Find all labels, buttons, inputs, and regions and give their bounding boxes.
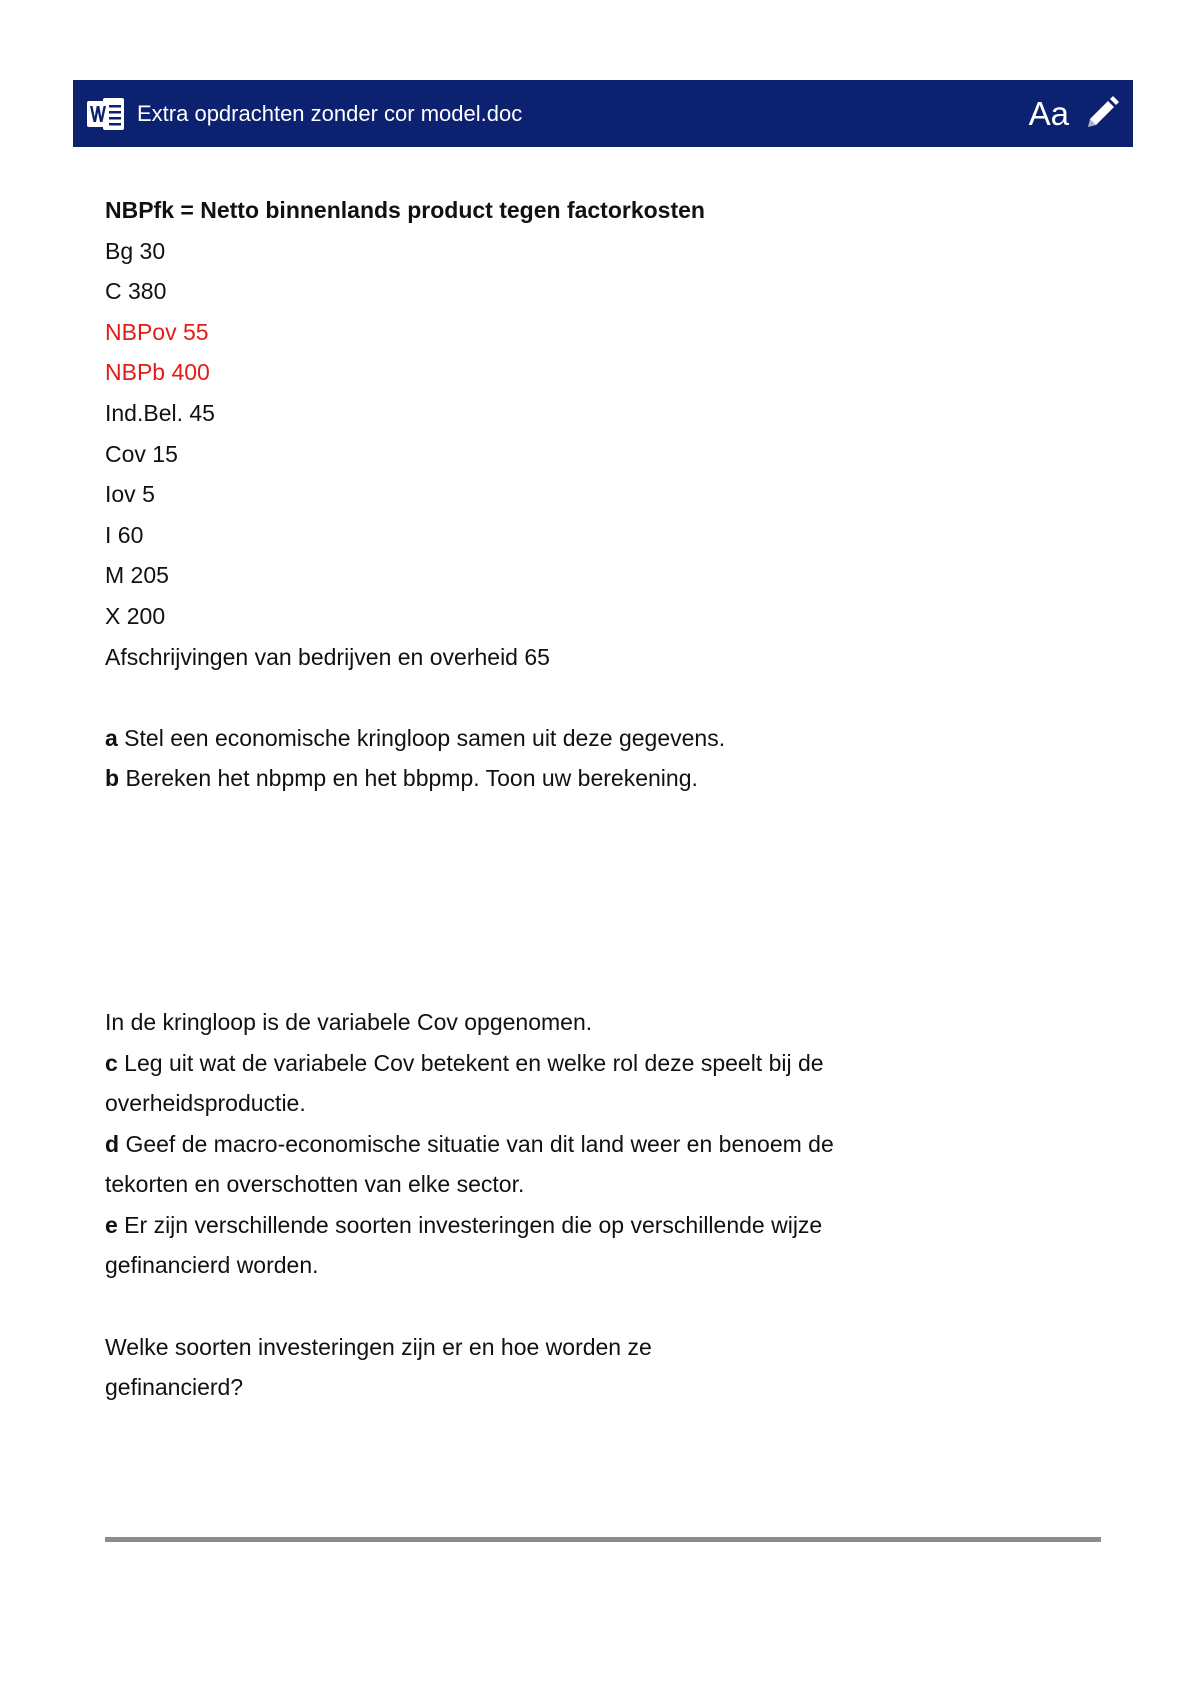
question-e — [105, 1205, 1085, 1246]
value-line-m: M 205 — [105, 562, 169, 589]
document-body — [105, 190, 1085, 1408]
document-header — [73, 80, 1133, 147]
pencil-icon[interactable] — [1083, 96, 1119, 132]
question-b — [105, 758, 1085, 799]
value-line-c: C 380 — [105, 278, 167, 305]
value-line-indbel: Ind.Bel. 45 — [105, 399, 215, 426]
value-line-cov: Cov 15 — [105, 440, 178, 467]
question-d — [105, 1124, 1085, 1165]
question-d-continued: tekorten en overschotten van elke sector. — [105, 1171, 525, 1198]
question-c-text: Leg uit wat de variabele Cov betekent en welke rol deze speelt bij de — [117, 1049, 824, 1076]
final-question-continued: gefinancierd? — [105, 1374, 244, 1401]
question-d-text: Geef de macro-economische situatie van dit land weer en benoem de — [119, 1130, 834, 1157]
question-c — [105, 1043, 1085, 1084]
value-line-nbpov: NBPov 55 — [105, 318, 209, 345]
question-e-letter: e — [105, 1211, 118, 1238]
question-d-letter: d — [105, 1130, 120, 1157]
font-size-button[interactable]: Aa — [1028, 95, 1069, 132]
page-divider — [105, 1537, 1101, 1542]
question-a-letter: a — [105, 724, 118, 751]
value-line-nbpb: NBPb 400 — [105, 359, 210, 386]
value-line-afschrijvingen: Afschrijvingen van bedrijven en overheid 65 — [105, 643, 550, 670]
value-line-iov: Iov 5 — [105, 481, 155, 508]
value-line-i: I 60 — [105, 521, 144, 548]
question-a-text: Stel een economische kringloop samen uit deze gegevens. — [117, 724, 726, 751]
value-line-bg: Bg 30 — [105, 237, 166, 264]
question-c-letter: c — [105, 1049, 118, 1076]
question-b-letter: b — [105, 765, 120, 792]
final-question: Welke soorten investeringen zijn er en hoe worden ze — [105, 1333, 652, 1360]
intro-c: In de kringloop is de variabele Cov opgenomen. — [105, 1008, 593, 1035]
document-heading: NBPfk = Netto binnenlands product tegen factorkosten — [105, 197, 705, 223]
question-e-text: Er zijn verschillende soorten investeringen die op verschillende wijze — [117, 1211, 823, 1238]
question-c-continued: overheidsproductie. — [105, 1090, 306, 1117]
question-a — [105, 718, 1085, 759]
value-line-x: X 200 — [105, 602, 166, 629]
document-title: Extra opdrachten zonder cor model.doc — [137, 101, 523, 126]
word-icon — [87, 96, 125, 132]
question-e-continued: gefinancierd worden. — [105, 1252, 319, 1279]
question-b-text: Bereken het nbpmp en het bbpmp. Toon uw berekening. — [119, 765, 698, 792]
